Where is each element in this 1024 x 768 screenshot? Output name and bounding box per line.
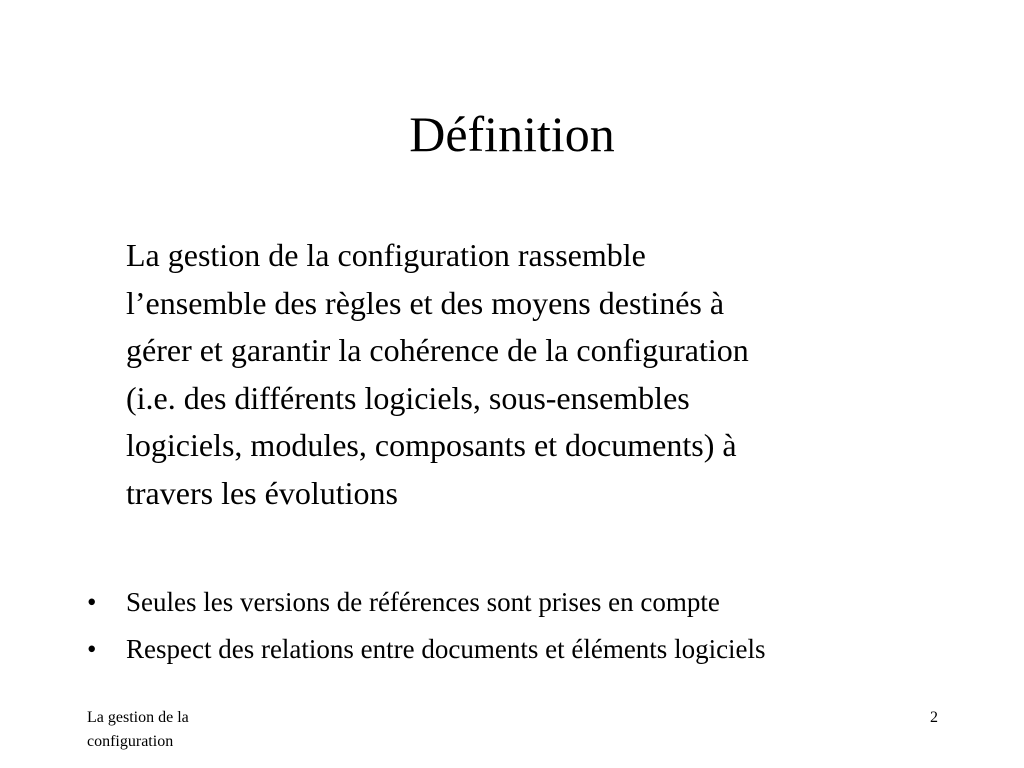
bullet-item <box>0 582 1024 629</box>
footer-title <box>87 706 247 754</box>
bullet-text: Respect des relations entre documents et éléments logiciels <box>126 634 766 664</box>
bullet-icon: • <box>87 634 97 664</box>
definition-line: gérer et garantir la cohérence de la configuration <box>126 332 749 368</box>
page-number: 2 <box>930 709 938 726</box>
footer-title-line: La gestion de la <box>87 709 189 726</box>
definition-line: La gestion de la configuration rassemble <box>126 237 646 273</box>
definition-paragraph <box>126 232 926 517</box>
bullet-item <box>0 629 1024 676</box>
slide-title: Définition <box>409 106 615 162</box>
footer-title-line: configuration <box>87 733 174 750</box>
bullet-icon: • <box>87 587 97 617</box>
definition-line: logiciels, modules, composants et documents) à <box>126 427 737 463</box>
definition-line: travers les évolutions <box>126 474 398 511</box>
bullet-list <box>0 582 1024 676</box>
bullet-text: Seules les versions de références sont prises en compte <box>126 587 720 617</box>
definition-line: l’ensemble des règles et des moyens destinés à <box>126 284 725 321</box>
definition-line: (i.e. des différents logiciels, sous-ensembles <box>126 379 690 416</box>
